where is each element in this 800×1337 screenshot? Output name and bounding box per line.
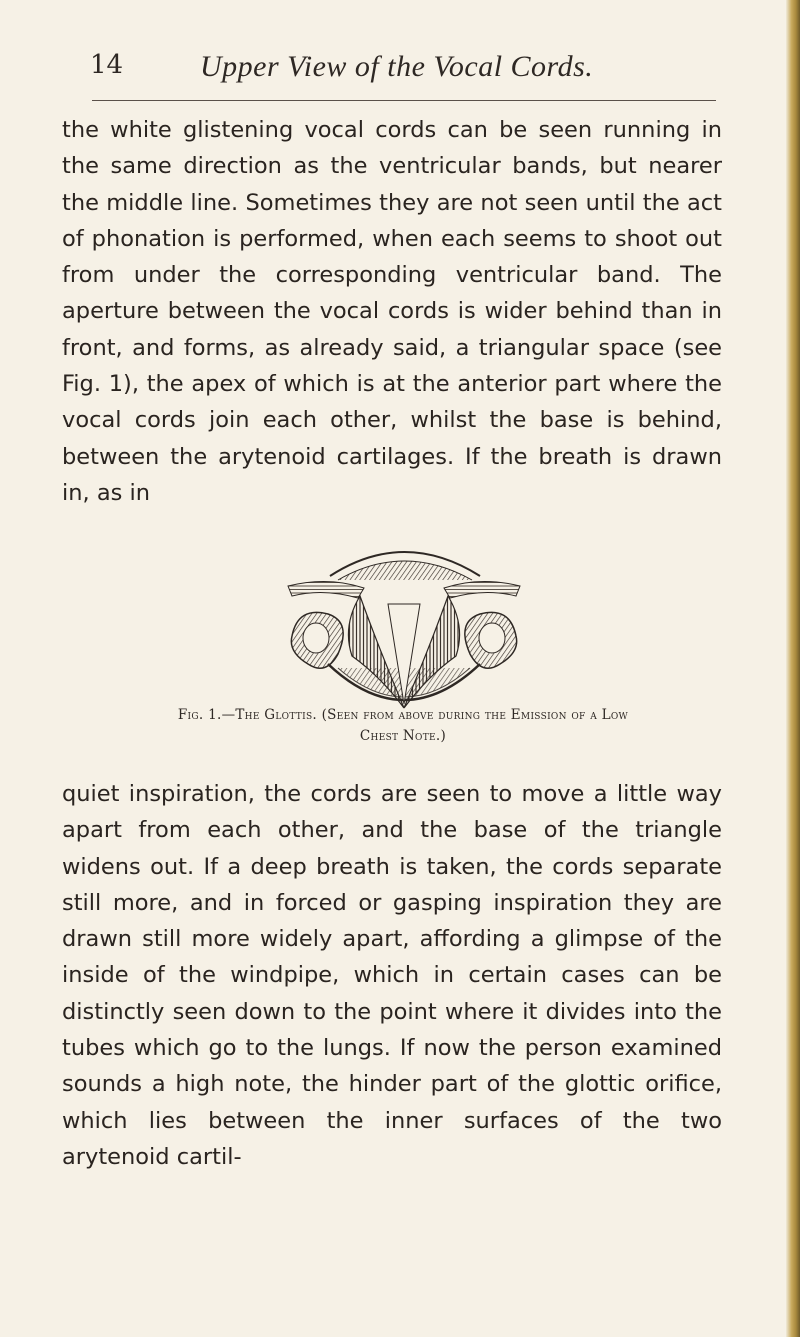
body-paragraph-2: quiet inspiration, the cords are seen to move a little way apart from each other, and the base of the triangle widens out. If a deep breath is taken, the cords separate still more, and in forced or gasping inspiration they are drawn still more widely apart, affording a glimpse of the inside of the windpipe, which in certain cases can be distinctly seen down to the point where it divides into the tubes which go to the lungs. If now the person examined sounds a high note, the hinder part of the glottic orifice, which lies between the inner surfaces of the two arytenoid cartil- (62, 781, 722, 1170)
running-title: Upper View of the Vocal Cords. (200, 50, 594, 83)
header-rule (92, 100, 716, 101)
figure-caption (78, 705, 728, 747)
page-header (90, 50, 750, 90)
body-paragraph-1: the white glistening vocal cords can be seen running in the same direction as the ventricular bands, but nearer the middle line. Sometimes they are not seen until the act of phonation is performed, when each seems to shoot out from under the corresponding ventricular band. The aperture between the vocal cords is wider behind than in front, and forms, as already said, a triangular space (see Fig. 1), the apex of which is at the anterior part where the vocal cords join each other, whilst the base is behind, between the arytenoid cartilages. If the breath is drawn in, as in (62, 117, 722, 506)
glottis-engraving-icon (268, 536, 540, 721)
figure-caption-line-2: Chest Note.) (359, 728, 447, 744)
page-edge (786, 0, 800, 1337)
page-number: 14 (90, 50, 124, 80)
figure-caption-line-1: Fig. 1.—The Glottis. (Seen from above during the Emission of a Low (177, 707, 629, 723)
glottis-illustration (268, 536, 540, 721)
